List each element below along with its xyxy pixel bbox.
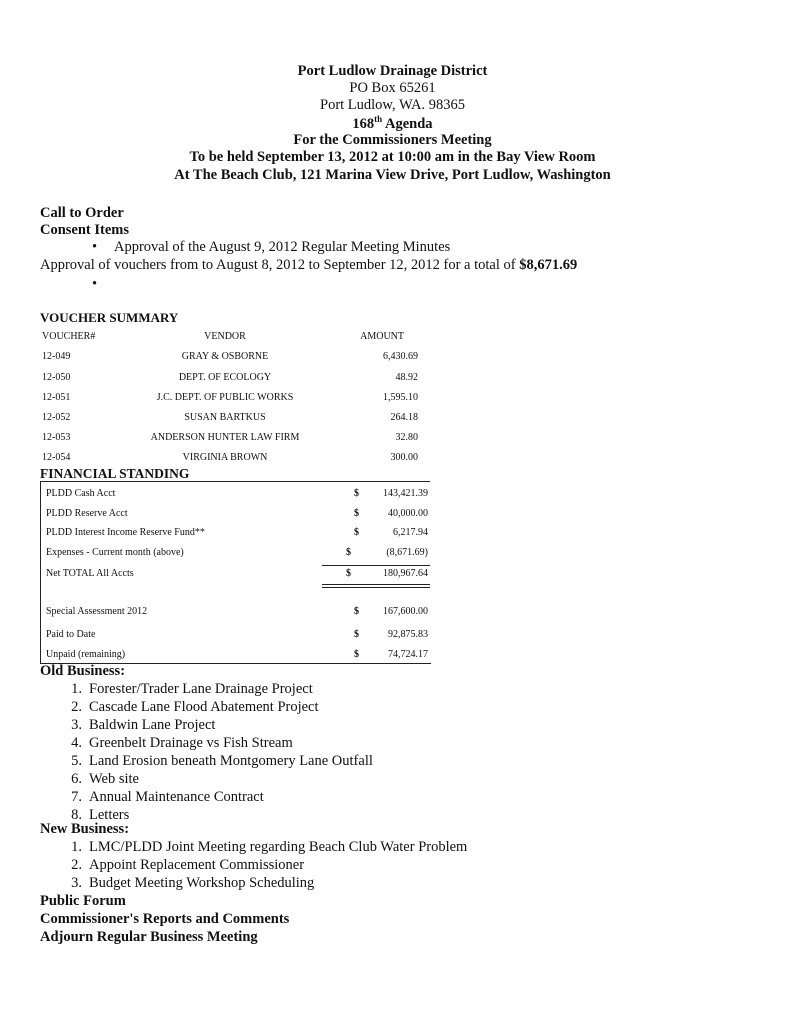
voucher-number-cell: 12-051 <box>42 392 71 403</box>
dollar-sign: $ <box>354 606 359 617</box>
column-header: VENDOR <box>204 331 246 342</box>
voucher-number-cell: 12-053 <box>42 432 71 443</box>
commissioner-reports: Commissioner's Reports and Comments <box>40 911 290 927</box>
bullet: • <box>92 239 98 255</box>
purpose: For the Commissioners Meeting <box>293 132 492 148</box>
amount-cell: 6,430.69 <box>383 351 418 362</box>
dollar-sign: $ <box>354 488 359 499</box>
item-number: 1. <box>71 681 82 697</box>
financial-label: PLDD Cash Acct <box>46 488 116 499</box>
vouchers-text: Approval of vouchers from to August 8, 2012 to September 12, 2012 for a total of <box>40 257 520 273</box>
vendor-cell: ANDERSON HUNTER LAW FIRM <box>150 432 300 443</box>
item-number: 2. <box>71 699 82 715</box>
financial-amount: 40,000.00 <box>388 508 428 519</box>
vendor-cell: VIRGINIA BROWN <box>182 452 268 463</box>
voucher-summary-title: VOUCHER SUMMARY <box>40 310 179 325</box>
old-business-item: Letters <box>89 807 130 823</box>
consent-vouchers <box>40 257 577 274</box>
financial-amount: 180,967.64 <box>383 568 428 579</box>
amount-cell: 1,595.10 <box>383 392 418 403</box>
item-number: 5. <box>71 753 82 769</box>
agenda-word: Agenda <box>382 115 433 132</box>
item-number: 4. <box>71 735 82 751</box>
old-business-title: Old Business: <box>40 663 126 679</box>
dollar-sign: $ <box>346 568 351 579</box>
vendor-cell: GRAY & OSBORNE <box>181 351 269 362</box>
consent-minutes: Approval of the August 9, 2012 Regular Meeting Minutes <box>114 239 451 255</box>
divider <box>40 481 430 482</box>
bullet: • <box>92 276 98 292</box>
vendor-cell: DEPT. OF ECOLOGY <box>178 372 272 383</box>
old-business-item: Greenbelt Drainage vs Fish Stream <box>89 735 293 751</box>
old-business-item: Baldwin Lane Project <box>89 717 216 733</box>
dollar-sign: $ <box>354 527 359 538</box>
old-business-item: Forester/Trader Lane Drainage Project <box>89 681 313 697</box>
new-business-item: Appoint Replacement Commissioner <box>89 857 305 873</box>
agenda-sup: th <box>374 114 383 124</box>
adjourn: Adjourn Regular Business Meeting <box>40 929 258 945</box>
old-business-item: Land Erosion beneath Montgomery Lane Outfall <box>89 753 373 769</box>
public-forum: Public Forum <box>40 893 126 909</box>
meeting-place: At The Beach Club, 121 Marina View Drive, Port Ludlow, Washington <box>174 167 611 183</box>
amount-cell: 300.00 <box>390 452 418 463</box>
meeting-time: To be held September 13, 2012 at 10:00 am in the Bay View Room <box>189 149 596 165</box>
city: Port Ludlow, WA. 98365 <box>320 97 465 113</box>
org-name: Port Ludlow Drainage District <box>297 63 488 79</box>
financial-label: Expenses - Current month (above) <box>46 547 184 558</box>
financial-label: PLDD Interest Income Reserve Fund** <box>46 527 205 538</box>
financial-amount: (8,671.69) <box>386 547 428 558</box>
divider <box>322 587 430 588</box>
voucher-number-cell: 12-050 <box>42 372 71 383</box>
amount-cell: 264.18 <box>390 412 418 423</box>
consent-title: Consent Items <box>40 222 130 238</box>
financial-label: Net TOTAL All Accts <box>46 568 134 579</box>
vouchers-total: $8,671.69 <box>519 257 578 273</box>
old-business-item: Annual Maintenance Contract <box>89 789 264 805</box>
financial-amount: 92,875.83 <box>388 629 428 640</box>
financial-label: Special Assessment 2012 <box>46 606 148 617</box>
dollar-sign: $ <box>346 547 351 558</box>
dollar-sign: $ <box>354 649 359 660</box>
item-number: 3. <box>71 717 82 733</box>
financial-label: Unpaid (remaining) <box>46 649 126 660</box>
new-business-item: LMC/PLDD Joint Meeting regarding Beach Club Water Problem <box>89 839 468 855</box>
new-business-title: New Business: <box>40 821 130 837</box>
voucher-number-cell: 12-052 <box>42 412 71 423</box>
dollar-sign: $ <box>354 508 359 519</box>
vendor-cell: SUSAN BARTKUS <box>184 412 266 423</box>
item-number: 6. <box>71 771 82 787</box>
vendor-cell: J.C. DEPT. OF PUBLIC WORKS <box>156 392 294 403</box>
old-business-item: Web site <box>89 771 139 787</box>
financial-label: Paid to Date <box>46 629 96 640</box>
financial-amount: 143,421.39 <box>383 488 428 499</box>
column-header: VOUCHER# <box>42 331 96 342</box>
agenda-number <box>0 114 785 133</box>
column-header: AMOUNT <box>360 331 404 342</box>
new-business-item: Budget Meeting Workshop Scheduling <box>89 875 315 891</box>
financial-title: FINANCIAL STANDING <box>40 466 190 481</box>
financial-amount: 74,724.17 <box>388 649 428 660</box>
call-to-order: Call to Order <box>40 205 124 221</box>
item-number: 7. <box>71 789 82 805</box>
financial-label: PLDD Reserve Acct <box>46 508 128 519</box>
item-number: 8. <box>71 807 82 823</box>
item-number: 2. <box>71 857 82 873</box>
voucher-number-cell: 12-054 <box>42 452 71 463</box>
agenda-num: 168 <box>352 115 375 132</box>
financial-amount: 167,600.00 <box>383 606 428 617</box>
item-number: 1. <box>71 839 82 855</box>
amount-cell: 32.80 <box>395 432 418 443</box>
dollar-sign: $ <box>354 629 359 640</box>
old-business-item: Cascade Lane Flood Abatement Project <box>89 699 319 715</box>
divider <box>322 584 430 585</box>
amount-cell: 48.92 <box>395 372 418 383</box>
po-box: PO Box 65261 <box>349 80 436 96</box>
divider <box>322 565 430 566</box>
item-number: 3. <box>71 875 82 891</box>
voucher-number-cell: 12-049 <box>42 351 71 362</box>
financial-amount: 6,217.94 <box>393 527 428 538</box>
